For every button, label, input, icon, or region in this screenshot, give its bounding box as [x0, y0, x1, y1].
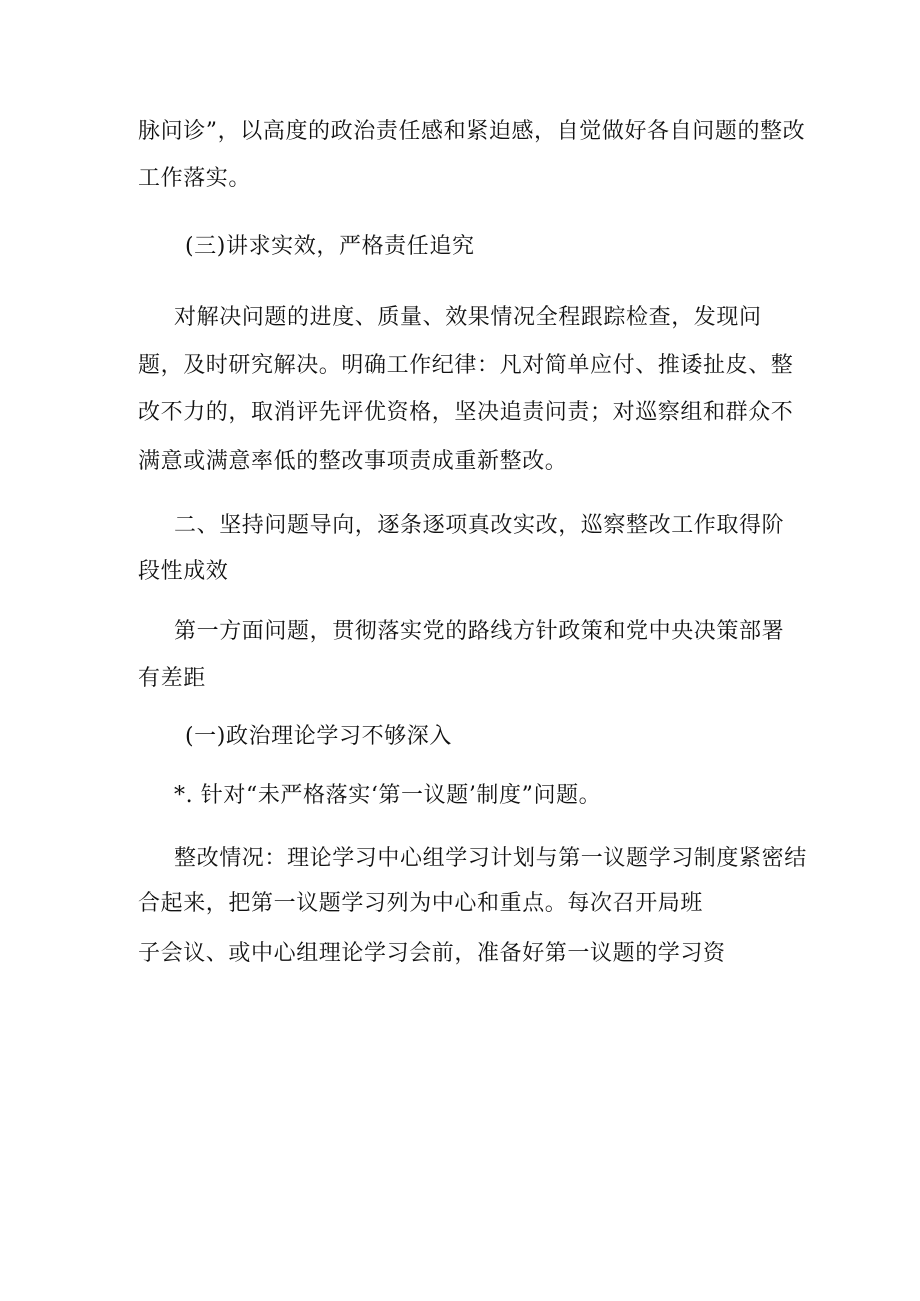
text-line: 脉问诊”，以高度的政治责任感和紧迫感，自觉做好各自问题的整改: [138, 119, 806, 144]
subsection-heading: (一)政治理论学习不够深入: [185, 724, 452, 749]
item-line: *. 针对“未严格落实‘第一议题’制度”问题。: [174, 783, 602, 808]
text-line: 子会议、或中心组理论学习会前，准备好第一议题的学习资: [138, 941, 726, 966]
text-line: 题，及时研究解决。明确工作纪律：凡对简单应付、推诿扯皮、整: [138, 353, 794, 378]
text-line: 满意或满意率低的整改事项责成重新整改。: [138, 449, 568, 474]
section-heading: 二、坚持问题导向，逐条逐项真改实改，巡察整改工作取得阶: [174, 513, 785, 538]
text-line: 有差距: [138, 666, 206, 691]
text-line: 合起来，把第一议题学习列为中心和重点。每次召开局班: [138, 891, 704, 916]
text-line: 整改情况：理论学习中心组学习计划与第一议题学习制度紧密结: [174, 846, 807, 871]
text-line: 改不力的，取消评先评优资格，坚决追责问责；对巡察组和群众不: [138, 400, 794, 425]
text-line: 对解决问题的进度、质量、效果情况全程跟踪检查，发现问: [174, 305, 762, 330]
text-line: 第一方面问题，贯彻落实党的路线方针政策和党中央决策部署: [174, 619, 785, 644]
section-heading: (三)讲求实效，严格责任追究: [185, 234, 475, 259]
text-line: 工作落实。: [138, 166, 252, 191]
section-heading: 段性成效: [138, 559, 229, 584]
